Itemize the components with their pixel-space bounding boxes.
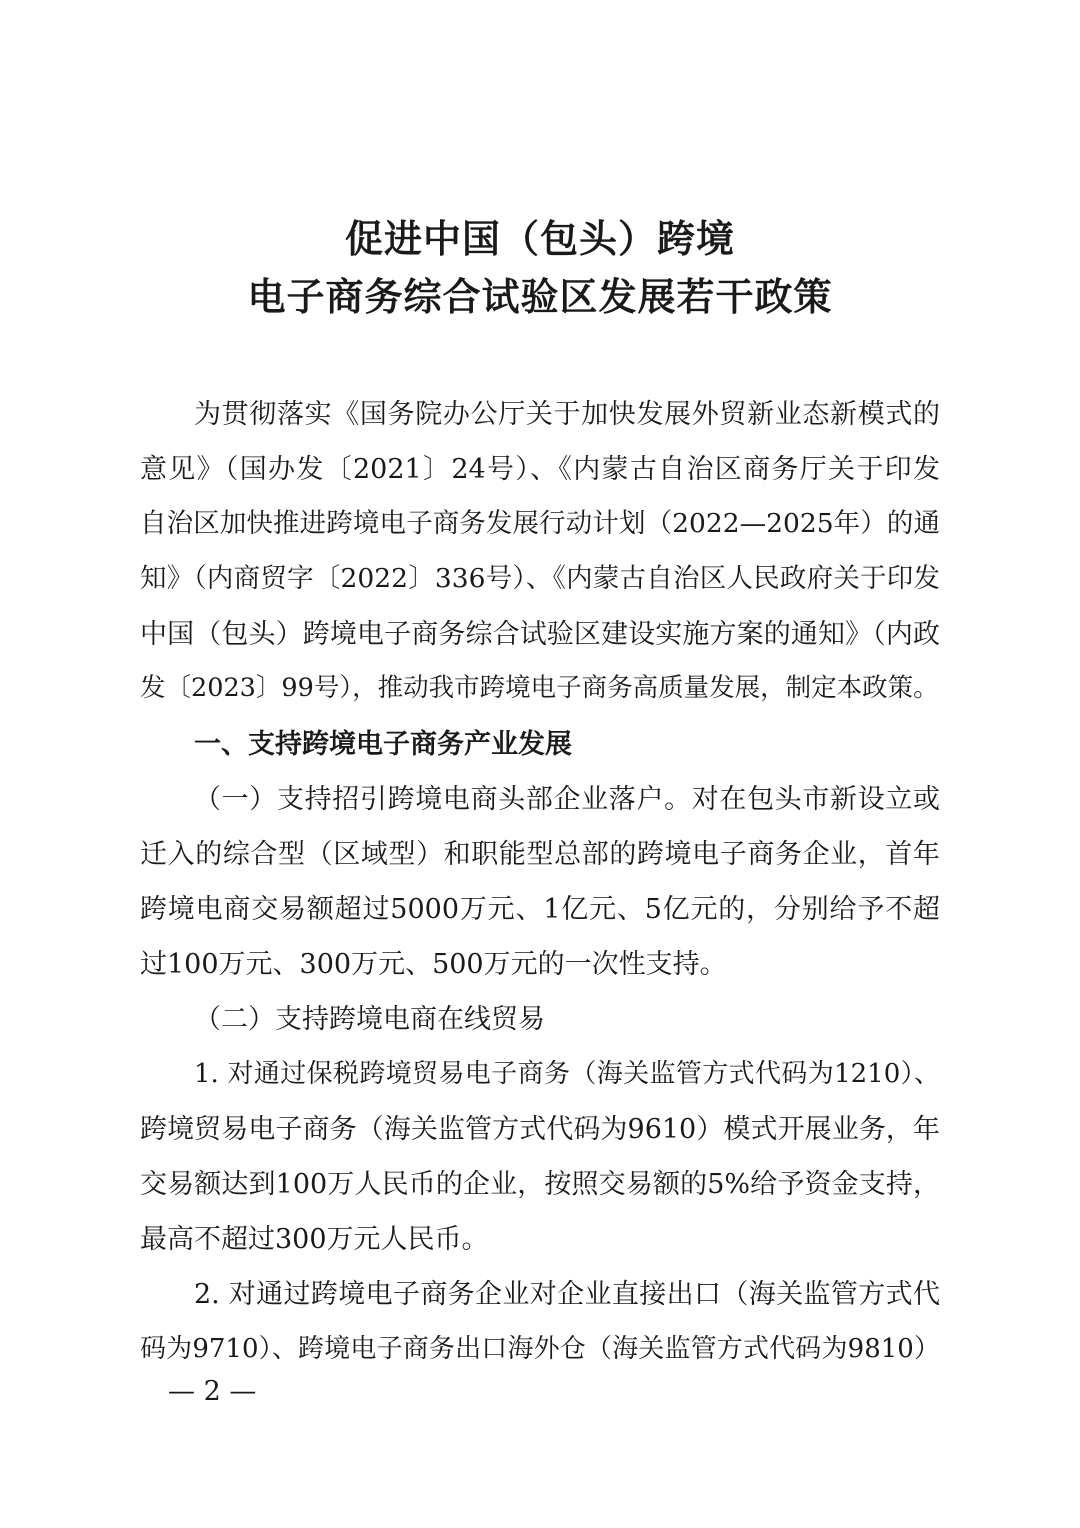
- document-title-line-1: 促进中国（包头）跨境: [344, 217, 735, 261]
- paragraph-line: 迁入的综合型（区域型）和职能型总部的跨境电子商务企业，首年: [140, 839, 940, 870]
- document-title-line-2: 电子商务综合试验区发展若干政策: [247, 275, 833, 319]
- section-heading: 一、支持跨境电子商务产业发展: [194, 729, 572, 760]
- paragraph-line: 中国（包头）跨境电子商务综合试验区建设实施方案的通知》（内政: [140, 619, 940, 650]
- paragraph-line: 跨境电商交易额超过5000万元、1亿元、5亿元的，分别给予不超: [140, 894, 940, 925]
- paragraph-line: 2. 对通过跨境电子商务企业对企业直接出口（海关监管方式代: [194, 1279, 940, 1310]
- paragraph-line: 最高不超过300万元人民币。: [140, 1224, 489, 1255]
- paragraph-line: 交易额达到100万人民币的企业，按照交易额的5%给予资金支持，: [140, 1169, 940, 1200]
- paragraph-line: 意见》（国办发〔2021〕24号）、《内蒙古自治区商务厅关于印发: [140, 454, 940, 485]
- paragraph-line: 1. 对通过保税跨境贸易电子商务（海关监管方式代码为1210）、: [194, 1059, 940, 1089]
- subsection-heading: （二）支持跨境电商在线贸易: [194, 1004, 545, 1035]
- paragraph-line: 为贯彻落实《国务院办公厅关于加快发展外贸新业态新模式的: [194, 399, 940, 430]
- paragraph-line: 发〔2023〕99号），推动我市跨境电子商务高质量发展，制定本政策。: [140, 673, 939, 703]
- paragraph-line: 码为9710）、跨境电子商务出口海外仓（海关监管方式代码为9810）: [140, 1334, 940, 1364]
- paragraph-line: 自治区加快推进跨境电子商务发展行动计划（2022—2025年）的通: [140, 508, 940, 539]
- page-number: — 2 —: [168, 1376, 257, 1407]
- paragraph-line: （一）支持招引跨境电商头部企业落户。对在包头市新设立或: [194, 784, 940, 815]
- paragraph-line: 跨境贸易电子商务（海关监管方式代码为9610）模式开展业务，年: [140, 1114, 940, 1145]
- paragraph-line: 过100万元、300万元、500万元的一次性支持。: [140, 949, 727, 980]
- paragraph-line: 知》（内商贸字〔2022〕336号）、《内蒙古自治区人民政府关于印发: [140, 563, 940, 594]
